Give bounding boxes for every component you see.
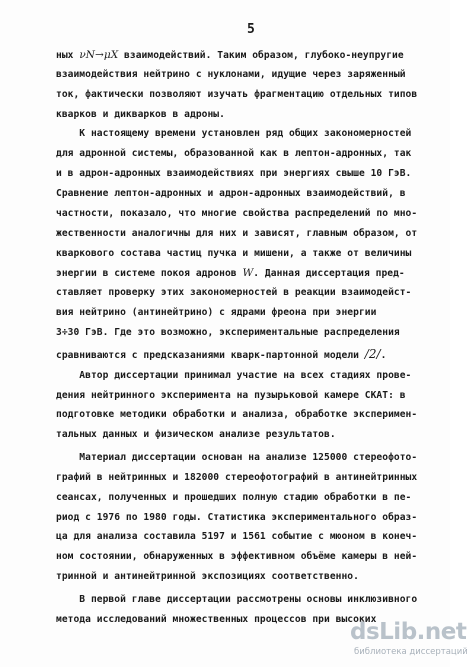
text-line: тринной и антинейтринной экспозициях соответственно. xyxy=(56,571,359,583)
text-line xyxy=(56,50,404,61)
text-line: Автор диссертации принимал участие на всех стадиях прове- xyxy=(56,369,412,381)
text-line: частности, показало, что многие свойства распределений по мно- xyxy=(56,207,418,219)
text-line: риод с 1976 по 1980 годы. Статистика экспериментального образ- xyxy=(56,511,418,523)
text-line: и в адрон-адронных взаимодействиях при энергиях свыше 10 ГэВ. xyxy=(56,168,412,180)
text-line: метода исследований множественных процессов при высоких xyxy=(56,613,377,625)
text-line xyxy=(56,268,405,279)
text-line: Сравнение лептон-адронных и адрон-адронных взаимодействий, в xyxy=(56,188,406,199)
text-line: взаимодействия нейтрино с нуклонами, идущие через заряженный xyxy=(56,68,406,80)
text-segment: сравниваются с предсказаниями кварк-партонной модели xyxy=(56,349,365,361)
text-segment: взаимодействий. Таким образом, глубоко-неупругие xyxy=(118,50,404,61)
page-number: 5 xyxy=(247,22,255,37)
text-segment: ных xyxy=(56,50,80,61)
text-line: кваркового состава частиц пучка и мишени, а также от величины xyxy=(56,247,412,259)
handwritten-insert: νN→μX xyxy=(79,49,119,61)
text-line: кварков и дикварков в адроны. xyxy=(56,108,225,120)
site-watermark xyxy=(350,619,468,667)
text-line: тальных данных и физическом анализе результатов. xyxy=(56,429,336,441)
text-line xyxy=(56,348,386,361)
text-segment: . xyxy=(380,349,387,361)
text-line: для адронной системы, образованной как в лептон-адронных, так xyxy=(56,148,412,160)
text-line: Материал диссертации основан на анализе 125000 стереофото- xyxy=(56,452,418,463)
handwritten-insert: W xyxy=(242,267,254,280)
text-line: жественности аналогичны для них и зависят, главным образом, от xyxy=(56,227,418,239)
text-line: ток, фактически позволяют изучать фрагментацию отдельных типов xyxy=(56,88,418,100)
text-line: К настоящему времени установлен ряд общих закономерностей xyxy=(56,128,412,140)
text-line: ставляет проверку этих закономерностей в реакции взаимодейст- xyxy=(56,287,412,299)
watermark-logo: dsLib.net xyxy=(350,619,467,645)
text-line: вия нейтрино (антинейтрино) с ядрами фреона при энергии xyxy=(56,307,377,319)
text-line: В первой главе диссертации рассмотрены основы инклюзивного xyxy=(56,594,418,605)
text-line: дения нейтринного эксперимента на пузырьковой камере СКАТ: в xyxy=(56,389,406,401)
text-line: ном состоянии, обнаруженных в эффективном объёме камеры в ней- xyxy=(56,551,418,563)
text-line: 3÷30 ГэВ. Где это возможно, экспериментальные распределения xyxy=(56,326,400,338)
text-segment: энергии в системе покоя адронов xyxy=(56,268,243,280)
text-line: сеансах, полученных и прошедших полную стадию обработки в пе- xyxy=(56,491,412,503)
text-segment: . Данная диссертация пред- xyxy=(253,268,405,280)
text-line: графий в нейтринных и 182000 стереофотографий в антинейтринных xyxy=(56,471,418,483)
handwritten-insert: /2/ xyxy=(364,346,381,361)
text-line: подготовке методики обработки и анализа, обработке эксперимен- xyxy=(56,409,418,421)
text-line: ца для анализа составила 5197 и 1561 событие с мюоном в конеч- xyxy=(56,531,418,543)
watermark-caption: библиотека диссертаций xyxy=(354,647,468,657)
